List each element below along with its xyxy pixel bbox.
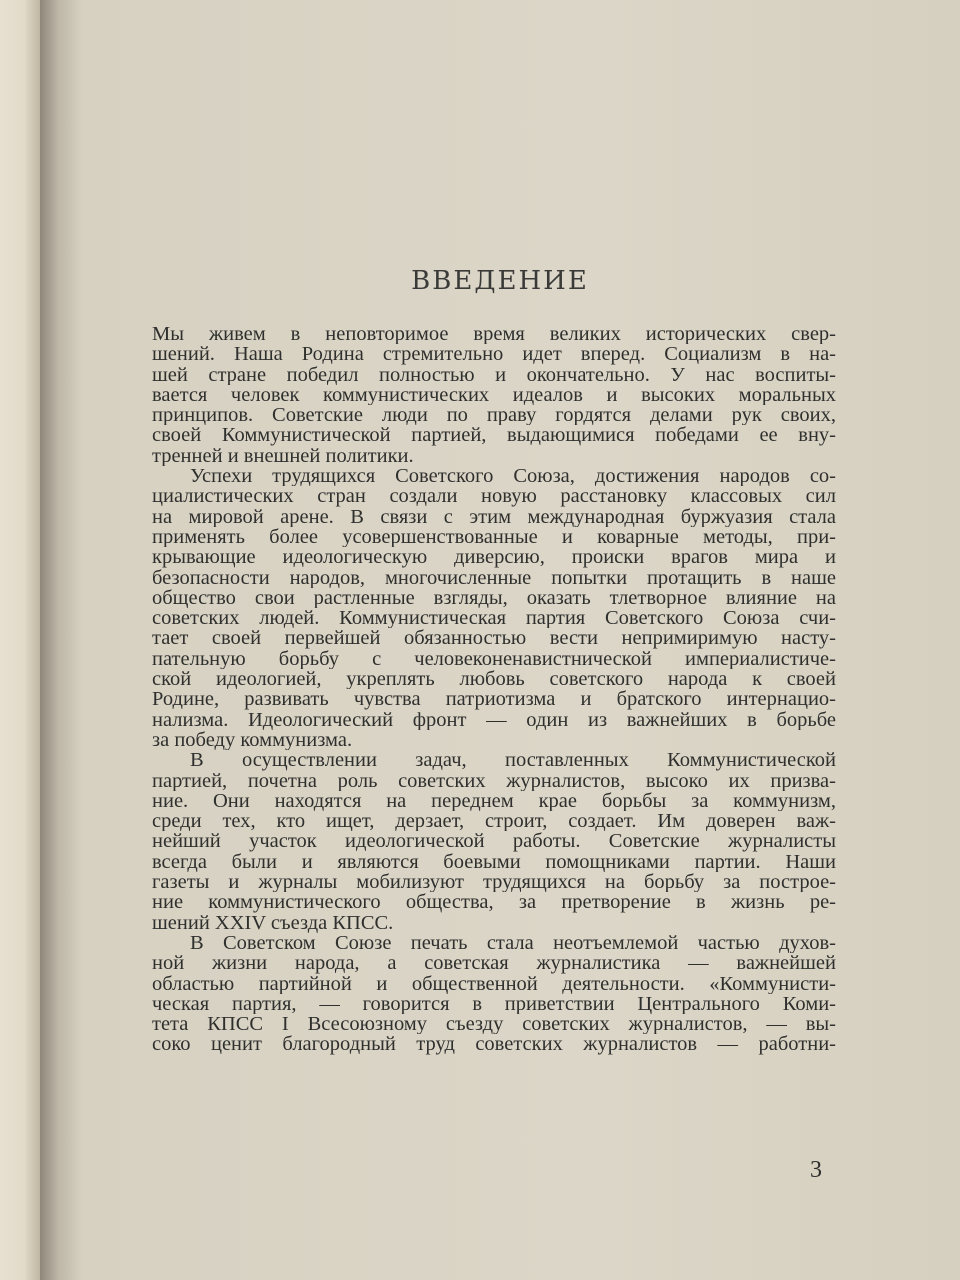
text-line: ние. Они находятся на переднем крае борьбы за коммунизм, [152,790,836,812]
text-line: за победу коммунизма. [152,729,353,751]
text-line: нейший участок идеологической работы. Советские журналисты [152,831,836,852]
text-line: принципов. Советские люди по праву гордятся делами рук своих, [152,405,836,426]
text-body [152,324,836,1055]
previous-page-edge [0,0,40,1280]
text-line: общество свои растленные взгляды, оказать тлетворное влияние на [152,587,836,609]
text-line: вается человек коммунистических идеалов и высоких моральных [152,384,836,406]
page-number: 3 [810,1157,822,1183]
text-line: В осуществлении задач, поставленных Коммунистической [190,750,836,771]
text-line: газеты и журналы мобилизуют трудящихся на борьбу за построе- [152,872,836,893]
text-line: шений. Наша Родина стремительно идет вперед. Социализм в на- [152,344,836,365]
text-line: тает своей первейшей обязанностью вести непримиримую насту- [152,628,836,649]
text-line: шений XXIV съезда КПСС. [152,912,394,933]
text-line: своей Коммунистической партией, выдающимися победами ее вну- [152,425,836,446]
text-line: В Советском Союзе печать стала неотъемлемой частью духов- [190,932,836,954]
text-line: партией, почетна роль советских журналистов, высоко их призва- [152,770,836,791]
text-line: пательную борьбу с человеконенавистнической империалистиче- [152,648,836,670]
text-line: областью партийной и общественной деятельности. «Коммунисти- [152,973,836,994]
text-line: тета КПСС I Всесоюзному съезду советских журналистов, — вы- [152,1014,836,1035]
text-line: Мы живем в неповторимое время великих исторических свер- [152,324,836,345]
text-line: циалистических стран создали новую расстановку классовых сил [152,486,836,507]
text-line: Родине, развивать чувства патриотизма и братского интернацио- [152,689,836,710]
chapter-title: ВВЕДЕНИЕ [411,266,589,296]
text-line: применять более усовершенствованные и коварные методы, при- [152,526,836,548]
text-line: ческая партия, — говорится в приветствии Центрального Коми- [152,993,836,1015]
text-line: шей стране победил полностью и окончательно. У нас воспиты- [152,364,836,385]
text-line: ной жизни народа, а советская журналистика — важнейшей [152,953,836,974]
text-line: соко ценит благородный труд советских журналистов — работни- [152,1034,836,1055]
text-line: тренней и внешней политики. [152,445,414,467]
text-line: среди тех, кто ищет, дерзает, строит, создает. Им доверен важ- [152,811,836,832]
book-page [40,0,960,1280]
text-line: безопасности народов, многочисленные попытки протащить в наше [152,567,836,588]
text-line: всегда были и являются боевыми помощниками партии. Наши [152,851,836,873]
text-line: крывающие идеологическую диверсию, происки врагов мира и [152,547,836,568]
text-line: Успехи трудящихся Советского Союза, достижения народов со- [190,466,836,487]
text-line: ние коммунистического общества, за претворение в жизнь ре- [152,892,836,913]
text-line: на мировой арене. В связи с этим международная буржуазия стала [152,506,836,527]
text-line: советских людей. Коммунистическая партия Советского Союза счи- [152,608,836,629]
text-line: ской идеологией, укреплять любовь советского народа к своей [152,669,836,690]
text-line: нализма. Идеологический фронт — один из важнейших в борьбе [152,709,836,730]
